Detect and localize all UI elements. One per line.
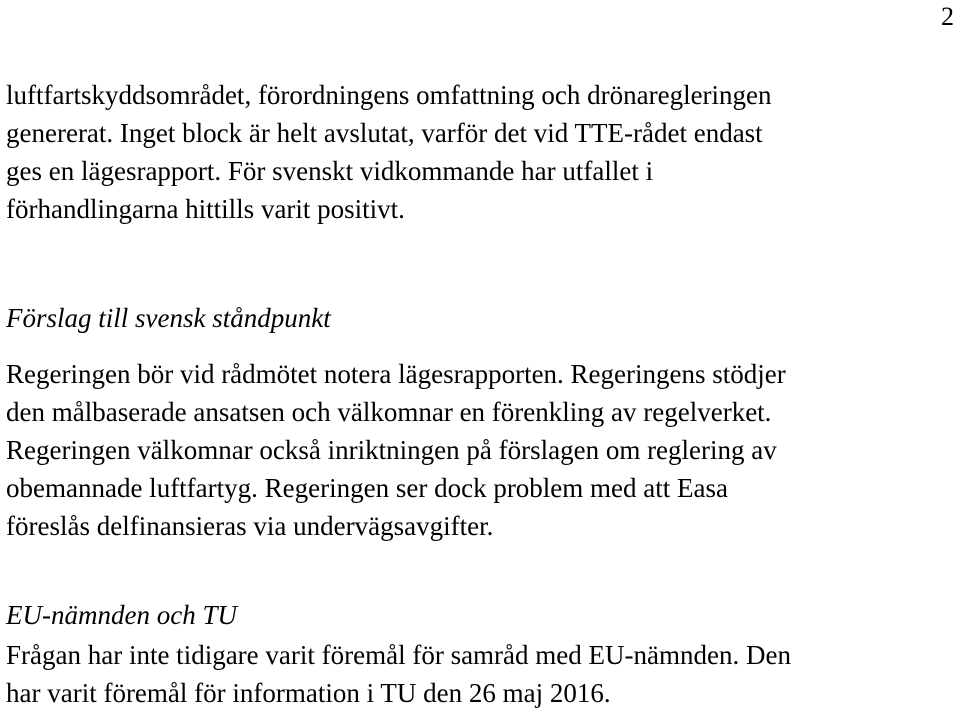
text-line: luftfartskyddsområdet, förordningens omfattning och drönaregleringen (6, 80, 772, 110)
text-line: den målbaserade ansatsen och välkomnar en förenkling av regelverket. (6, 397, 772, 427)
text-line: Regeringen bör vid rådmötet notera lägesrapporten. Regeringens stödjer (6, 359, 786, 389)
page-number: 2 (941, 2, 954, 31)
section-heading: EU-nämnden och TU (6, 600, 237, 630)
text-line: genererat. Inget block är helt avslutat, varför det vid TTE-rådet endast (6, 118, 763, 148)
text-line: obemannade luftfartyg. Regeringen ser dock problem med att Easa (6, 473, 728, 503)
text-line: Frågan har inte tidigare varit föremål för samråd med EU-nämnden. Den (6, 640, 791, 670)
text-line: har varit föremål för information i TU den 26 maj 2016. (6, 678, 611, 708)
text-line: föreslås delfinansieras via undervägsavgifter. (6, 511, 494, 541)
text-line: Regeringen välkomnar också inriktningen på förslagen om reglering av (6, 435, 777, 465)
text-line: förhandlingarna hittills varit positivt. (6, 194, 405, 224)
text-line: ges en lägesrapport. För svenskt vidkommande har utfallet i (6, 156, 654, 186)
section-heading: Förslag till svensk ståndpunkt (6, 303, 331, 333)
